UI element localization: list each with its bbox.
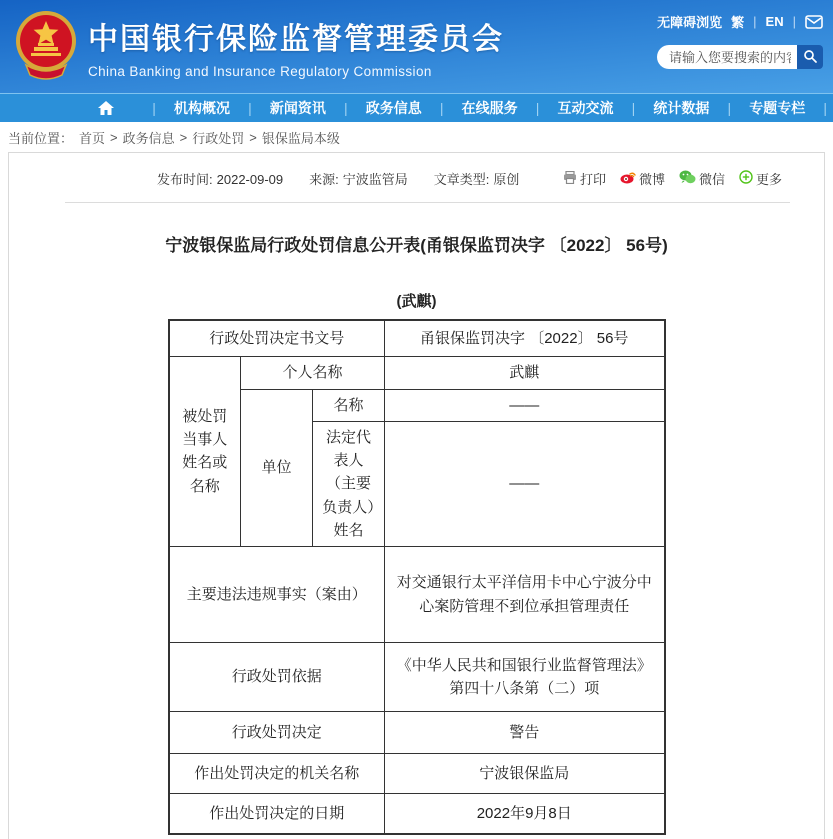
more-share-button[interactable] bbox=[739, 169, 782, 188]
basis-value-cell: 《中华人民共和国银行业监督管理法》第四十八条第（二）项 bbox=[385, 643, 665, 712]
article-container bbox=[8, 152, 825, 839]
party-label-cell: 被处罚当事人姓名或名称 bbox=[169, 356, 241, 547]
source-value: 宁波监管局 bbox=[342, 172, 408, 187]
decision-label-cell: 行政处罚决定 bbox=[169, 712, 385, 754]
nav-item-zaixianfuwu[interactable]: 在线服务 bbox=[461, 100, 518, 116]
article-source bbox=[309, 169, 408, 188]
page-title: 宁波银保监局行政处罚信息公开表(甬银保监罚决字 〔2022〕 56号) bbox=[165, 236, 668, 255]
breadcrumb-zhengwuxinxi[interactable]: 政务信息 bbox=[122, 130, 175, 146]
divider: | bbox=[248, 100, 252, 116]
print-button[interactable] bbox=[563, 169, 606, 188]
divider: | bbox=[792, 14, 796, 29]
divider: | bbox=[535, 100, 540, 116]
personal-label-cell: 个人名称 bbox=[241, 356, 385, 389]
wechat-label: 微信 bbox=[698, 172, 725, 187]
date-value-cell: 2022年9月8日 bbox=[385, 794, 665, 834]
breadcrumb-current[interactable]: 银保监局本级 bbox=[261, 130, 340, 146]
nav-home[interactable] bbox=[62, 101, 150, 115]
traditional-chinese-link[interactable]: 繁 bbox=[731, 15, 745, 30]
divider: | bbox=[152, 100, 156, 116]
top-links bbox=[657, 12, 823, 31]
divider: | bbox=[753, 14, 757, 29]
facts-label-cell: 主要违法违规事实（案由） bbox=[169, 547, 385, 643]
table-row bbox=[169, 356, 665, 389]
brand-block bbox=[88, 14, 504, 79]
source-label: 来源: bbox=[309, 172, 339, 187]
divider bbox=[65, 202, 790, 203]
divider: | bbox=[631, 100, 636, 116]
search-button[interactable] bbox=[797, 45, 823, 69]
table-row bbox=[169, 712, 665, 754]
search-bar bbox=[657, 45, 823, 69]
unit-name-label-cell: 名称 bbox=[313, 389, 385, 421]
doc-no-label-cell: 行政处罚决定书文号 bbox=[169, 320, 385, 356]
accessibility-link[interactable]: 无障碍浏览 bbox=[657, 15, 723, 30]
more-label: 更多 bbox=[755, 172, 782, 187]
divider: > bbox=[249, 129, 257, 145]
weibo-label: 微博 bbox=[638, 172, 665, 187]
english-link[interactable]: EN bbox=[765, 14, 784, 29]
publish-time-label: 发布时间: bbox=[157, 172, 213, 187]
publish-time-value: 2022-09-09 bbox=[216, 172, 284, 187]
breadcrumb-xingzhengchufa[interactable]: 行政处罚 bbox=[192, 130, 245, 146]
date-label-cell: 作出处罚决定的日期 bbox=[169, 794, 385, 834]
authority-label-cell: 作出处罚决定的机关名称 bbox=[169, 754, 385, 794]
article-meta bbox=[9, 153, 824, 198]
decision-value-cell: 警告 bbox=[385, 712, 665, 754]
table-row bbox=[169, 794, 665, 834]
type-label: 文章类型: bbox=[433, 172, 490, 187]
site-title-cn: 中国银行保险监督管理委员会 bbox=[88, 23, 504, 56]
table-row bbox=[169, 389, 665, 421]
article-type bbox=[434, 169, 520, 188]
nav-item-zhengwuxinxi[interactable]: 政务信息 bbox=[365, 100, 422, 116]
personal-name-cell: 武麒 bbox=[385, 356, 665, 389]
unit-label-cell: 单位 bbox=[241, 389, 313, 547]
table-row bbox=[169, 643, 665, 712]
search-input[interactable] bbox=[657, 45, 797, 69]
weibo-icon bbox=[620, 170, 636, 187]
divider: > bbox=[110, 129, 118, 145]
nav-item-tongjishuju[interactable]: 统计数据 bbox=[653, 100, 710, 116]
breadcrumb-home[interactable]: 首页 bbox=[79, 130, 106, 146]
plus-circle-icon bbox=[739, 170, 753, 187]
nav-item-jigougaikuang[interactable]: 机构概况 bbox=[173, 100, 230, 116]
national-emblem-logo bbox=[14, 7, 78, 83]
authority-value-cell: 宁波银保监局 bbox=[385, 754, 665, 794]
home-icon bbox=[62, 101, 150, 115]
table-row bbox=[169, 547, 665, 643]
unit-name-value-cell: —— bbox=[385, 389, 665, 421]
publish-time bbox=[157, 169, 283, 188]
type-value: 原创 bbox=[493, 172, 520, 187]
main-nav bbox=[0, 93, 833, 122]
print-label: 打印 bbox=[579, 172, 606, 187]
nav-item-zhuantizhuanlan[interactable]: 专题专栏 bbox=[749, 100, 806, 116]
divider: > bbox=[179, 129, 188, 145]
divider: | bbox=[439, 100, 444, 116]
divider: | bbox=[727, 100, 732, 116]
table-row bbox=[169, 320, 665, 356]
search-icon bbox=[803, 49, 817, 66]
divider: | bbox=[343, 100, 348, 116]
breadcrumb bbox=[0, 122, 833, 152]
weibo-share-button[interactable] bbox=[620, 169, 665, 188]
article-subtitle: (武麒) bbox=[396, 293, 437, 310]
wechat-icon bbox=[679, 170, 696, 187]
site-title-en: China Banking and Insurance Regulatory Commission bbox=[88, 64, 432, 79]
table-row bbox=[169, 754, 665, 794]
penalty-table bbox=[168, 319, 666, 835]
wechat-share-button[interactable] bbox=[679, 169, 725, 188]
facts-value-cell: 对交通银行太平洋信用卡中心宁波分中心案防管理不到位承担管理责任 bbox=[385, 547, 665, 643]
nav-item-hudongjiaoliu[interactable]: 互动交流 bbox=[557, 100, 614, 116]
mail-icon[interactable] bbox=[805, 15, 823, 29]
breadcrumb-label: 当前位置： bbox=[8, 130, 74, 146]
basis-label-cell: 行政处罚依据 bbox=[169, 643, 385, 712]
legal-rep-value-cell: —— bbox=[385, 421, 665, 546]
divider: | bbox=[823, 100, 827, 116]
legal-rep-label-cell: 法定代表人（主要负责人）姓名 bbox=[313, 421, 385, 546]
print-icon bbox=[563, 171, 577, 187]
nav-item-xinwenzixun[interactable]: 新闻资讯 bbox=[269, 100, 326, 116]
site-header bbox=[0, 0, 833, 93]
doc-no-value-cell: 甬银保监罚决字 〔2022〕 56号 bbox=[385, 320, 665, 356]
